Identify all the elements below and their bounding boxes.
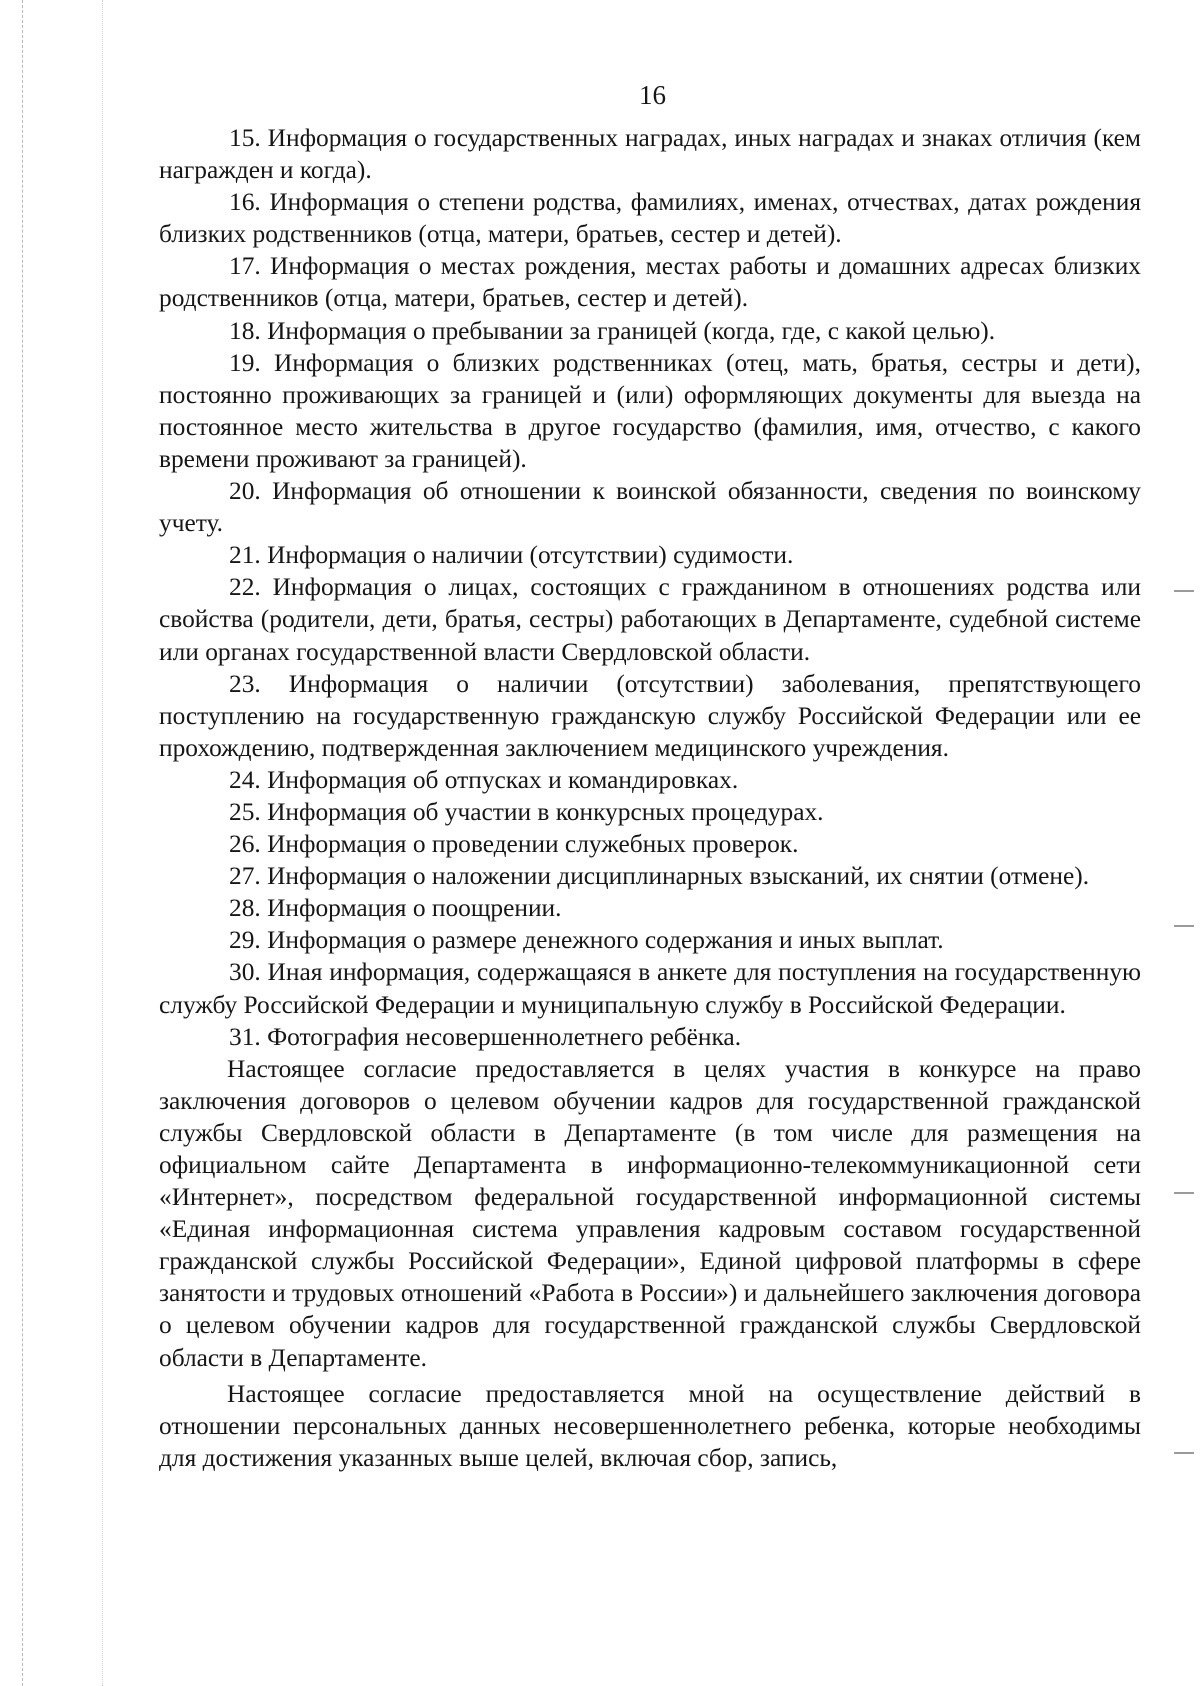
scan-mark xyxy=(1174,925,1194,927)
scan-edge-left xyxy=(22,0,23,1686)
scan-mark xyxy=(1174,1452,1194,1454)
page-number: 16 xyxy=(639,80,666,110)
list-item: 23. Информация о наличии (отсутствии) заболевания, препятствующего поступлению на государственную гражданскую службу Российской Федерации или ее прохождению, подтвержденная заключением медицинского учреждения. xyxy=(159,669,1141,762)
list-item: 21. Информация о наличии (отсутствии) судимости. xyxy=(229,541,794,570)
consent-purpose-paragraph: Настоящее согласие предоставляется в целях участия в конкурсе на право заключения договоров о целевом обучении кадров для государственной гражданской службы Свердловской области в Департаменте (в том числе для размещения на официальном сайте Департамента в информационно-телекоммуникационной сети «Интернет», посредством федеральной государственной информационной системы «Единая информационная система управления кадровым составом государственной гражданской службы Российской Федерации», Единой цифровой платформы в сфере занятости и трудовых отношений «Работа в России») и дальнейшего заключения договора о целевом обучении кадров для государственной гражданской службы Свердловской области в Департаменте. xyxy=(159,1054,1141,1372)
scan-mark xyxy=(1174,590,1194,592)
list-item: 27. Информация о наложении дисциплинарных взысканий, их снятии (отмене). xyxy=(229,862,1090,891)
list-item: 24. Информация об отпусках и командировках. xyxy=(229,765,739,794)
list-item: 30. Иная информация, содержащаяся в анкете для поступления на государственную службу Российской Федерации и муниципальную службу в Российской Федерации. xyxy=(159,958,1141,1019)
list-item: 20. Информация об отношении к воинской обязанности, сведения по воинскому учету. xyxy=(159,477,1141,538)
list-item: 29. Информация о размере денежного содержания и иных выплат. xyxy=(229,926,944,955)
list-item: 15. Информация о государственных наградах, иных наградах и знаках отличия (кем награжден и когда). xyxy=(159,124,1141,185)
consent-actions-paragraph: Настоящее согласие предоставляется мной на осуществление действий в отношении персональных данных несовершеннолетнего ребенка, которые необходимы для достижения указанных выше целей, включая сбор, запись, xyxy=(159,1379,1141,1472)
list-item: 16. Информация о степени родства, фамилиях, именах, отчествах, датах рождения близких родственников (отца, матери, братьев, сестер и детей). xyxy=(159,188,1141,249)
list-item: 17. Информация о местах рождения, местах работы и домашних адресах близких родственников (отца, матери, братьев, сестер и детей). xyxy=(159,252,1141,313)
scan-mark xyxy=(1174,1192,1194,1194)
list-item: 22. Информация о лицах, состоящих с гражданином в отношениях родства или свойства (родители, дети, братья, сестры) работающих в Департаменте, судебной системе или органах государственной власти Свердловской области. xyxy=(159,573,1141,666)
list-item: 26. Информация о проведении служебных проверок. xyxy=(229,830,799,859)
list-item: 18. Информация о пребывании за границей (когда, где, с какой целью). xyxy=(229,316,996,345)
list-item: 19. Информация о близких родственниках (отец, мать, братья, сестры и дети), постоянно проживающих за границей и (или) оформляющих документы для выезда на постоянное место жительства в другое государство (фамилия, имя, отчество, с какого времени проживают за границей). xyxy=(159,348,1141,473)
list-item: 31. Фотография несовершеннолетнего ребёнка. xyxy=(229,1022,742,1051)
list-item: 25. Информация об участии в конкурсных процедурах. xyxy=(229,797,824,826)
document-body xyxy=(159,122,1141,1474)
scan-edge-inner xyxy=(102,0,103,1686)
list-item: 28. Информация о поощрении. xyxy=(229,894,562,923)
